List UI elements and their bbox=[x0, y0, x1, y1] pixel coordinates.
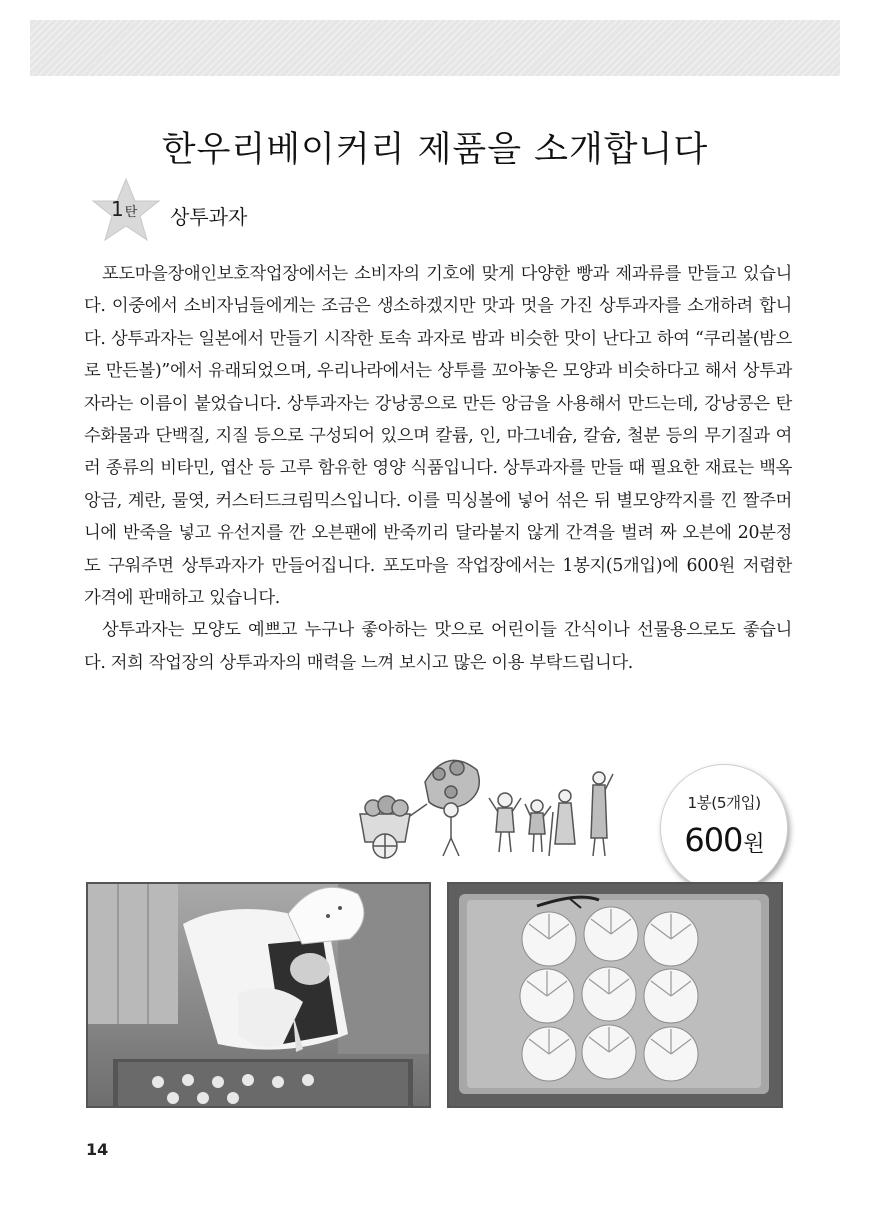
article-body bbox=[84, 258, 792, 679]
paragraph-2: 상투과자는 모양도 예쁘고 누구나 좋아하는 맛으로 어린이들 간식이나 선물용으로도 좋습니다. 저희 작업장의 상투과자의 매력을 느껴 보시고 많은 이용 부탁드립니다. bbox=[84, 620, 792, 673]
page-title: 한우리베이커리 제품을 소개합니다 bbox=[161, 130, 709, 170]
paragraph-1: 포도마을장애인보호작업장에서는 소비자의 기호에 맞게 다양한 빵과 제과류를 만들고 있습니다. 이중에서 소비자님들에게는 조금은 생소하겠지만 맛과 멋을 가진 상투과자를 소개하려 합니다. 상투과자는 일본에서 만들기 시작한 토속 과자로 밤과 비슷한 맛이 난다고 하여 “쿠리볼(밤으로 만든볼)”에서 유래되었으며, 우리나라에서는 상투를 꼬아놓은 모양과 비슷하다고 해서 상투과자라는 이름이 붙었습니다. 상투과자는 강낭콩으로 만든 앙금을 사용해서 만드는데, 강낭콩은 탄수화물과 단백질, 지질 등으로 구성되어 있으며 칼륨, 인, 마그네슘, 칼슘, 철분 등의 무기질과 여러 종류의 비타민, 엽산 등 고루 함유한 영양 식품입니다. 상투과자를 만들 때 필요한 재료는 백옥앙금, 계란, 물엿, 커스터드크림믹스입니다. 이를 믹싱볼에 넣어 섞은 뒤 별모양깍지를 낀 짤주머니에 반죽을 넣고 유선지를 깐 오븐팬에 반죽끼리 달라붙지 않게 간격을 벌려 짜 오븐에 20분정도 구워주면 상투과자가 만들어집니다. 포도마을 작업장에서는 1봉지(5개입)에 600원 저렴한 가격에 판매하고 있습니다. bbox=[84, 264, 792, 609]
price-unit: 원 bbox=[743, 832, 764, 857]
header-band bbox=[30, 20, 840, 76]
photo-baker-piping-dough bbox=[86, 882, 431, 1108]
section-number-suffix: 탄 bbox=[124, 205, 138, 220]
price-amount bbox=[661, 821, 787, 859]
section-number bbox=[111, 197, 137, 221]
photo-sangtu-cookies bbox=[447, 882, 783, 1108]
price-badge bbox=[660, 764, 788, 892]
section-title: 상투과자 bbox=[170, 205, 248, 229]
bakery-people-illustration bbox=[355, 752, 625, 862]
section-header bbox=[90, 177, 390, 247]
price-pack-size: 1봉(5개입) bbox=[687, 794, 761, 812]
price-value: 600 bbox=[684, 821, 743, 859]
page-number: 14 bbox=[86, 1140, 109, 1159]
section-number-value: 1 bbox=[111, 197, 124, 221]
